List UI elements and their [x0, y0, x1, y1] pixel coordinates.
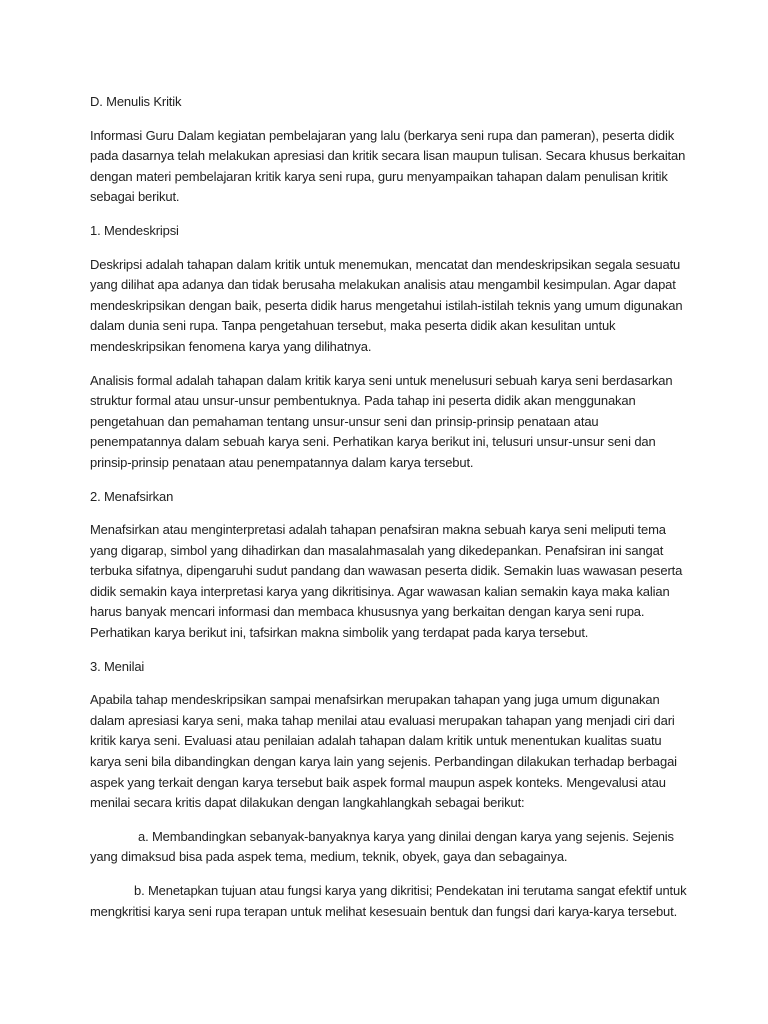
document-title: D. Menulis Kritik — [90, 94, 182, 109]
section-heading-menilai: 3. Menilai — [90, 658, 145, 674]
step-a: a. Membandingkan sebanyak-banyaknya karya yang dinilai dengan karya yang sejenis. Sejenis yang dimaksud bisa pada aspek tema, medium, teknik, obyek, gaya dan sebagainya. — [90, 828, 674, 865]
intro-paragraph: Informasi Guru Dalam kegiatan pembelajaran yang lalu (berkarya seni rupa dan pameran), peserta didik pada dasarnya telah melakukan apresiasi dan kritik secara lisan maupun tulisan. Secara khusus berkaitan dengan materi pembelajaran kritik karya seni rupa, guru menyampaikan tahapan dalam penulisan kritik sebagai berikut. — [90, 127, 686, 205]
paragraph-menilai: Apabila tahap mendeskripsikan sampai menafsirkan merupakan tahapan yang juga umum digunakan dalam apresiasi karya seni, maka tahap menilai atau evaluasi merupakan tahapan yang menjadi ciri dari kritik karya seni. Evaluasi atau penilaian adalah tahapan dalam kritik untuk menentukan kualitas suatu karya seni bila dibandingkan dengan karya lain yang sejenis. Perbandingan dilakukan terhadap berbagai aspek yang terkait dengan karya tersebut baik aspek formal maupun aspek konteks. Mengevalusi atau menilai secara kritis dapat dilakukan dengan langkahlangkah sebagai berikut: — [90, 692, 677, 811]
paragraph-deskripsi: Deskripsi adalah tahapan dalam kritik untuk menemukan, mencatat dan mendeskripsikan segala sesuatu yang dilihat apa adanya dan tidak berusaha melakukan analisis atau mengambil kesimpulan. Agar dapat mendeskripsikan dengan baik, peserta didik harus mengetahui istilah-istilah teknis yang umum digunakan dalam dunia seni rupa. Tanpa pengetahuan tersebut, maka peserta didik akan kesulitan untuk mendeskripsikan fenomena karya yang dilihatnya. — [90, 256, 683, 354]
section-heading-mendeskripsi: 1. Mendeskripsi — [90, 222, 179, 238]
paragraph-analisis-formal: Analisis formal adalah tahapan dalam kritik karya seni untuk menelusuri sebuah karya seni berdasarkan struktur formal atau unsur-unsur pembentuknya. Pada tahap ini peserta didik akan menggunakan pengetahuan dan pemahaman tentang unsur-unsur seni dan prinsip-prinsip penataan atau penempatannya dalam sebuah karya seni. Perhatikan karya berikut ini, telusuri unsur-unsur seni dan prinsip-prinsip penataan atau penempatannya dalam karya tersebut. — [90, 372, 673, 470]
section-heading-menafsirkan: 2. Menafsirkan — [90, 488, 174, 504]
step-b: b. Menetapkan tujuan atau fungsi karya yang dikritisi; Pendekatan ini terutama sangat efektif untuk mengkritisi karya seni rupa terapan untuk melihat kesesuain bentuk dan fungsi dari karya-karya tersebut. — [90, 883, 687, 919]
paragraph-menafsirkan: Menafsirkan atau menginterpretasi adalah tahapan penafsiran makna sebuah karya seni meliputi tema yang digarap, simbol yang dihadirkan dan masalahmasalah yang dikedepankan. Penafsiran ini sangat terbuka sifatnya, dipengaruhi sudut pandang dan wawasan peserta didik. Semakin luas wawasan peserta didik semakin kaya interpretasi karya yang dikritisinya. Agar wawasan kalian semakin kaya maka kalian harus banyak mencari informasi dan membaca khususnya yang berkaitan dengan karya seni rupa. Perhatikan karya berikut ini, tafsirkan makna simbolik yang terdapat pada karya tersebut. — [90, 522, 683, 641]
document-page — [90, 92, 690, 935]
